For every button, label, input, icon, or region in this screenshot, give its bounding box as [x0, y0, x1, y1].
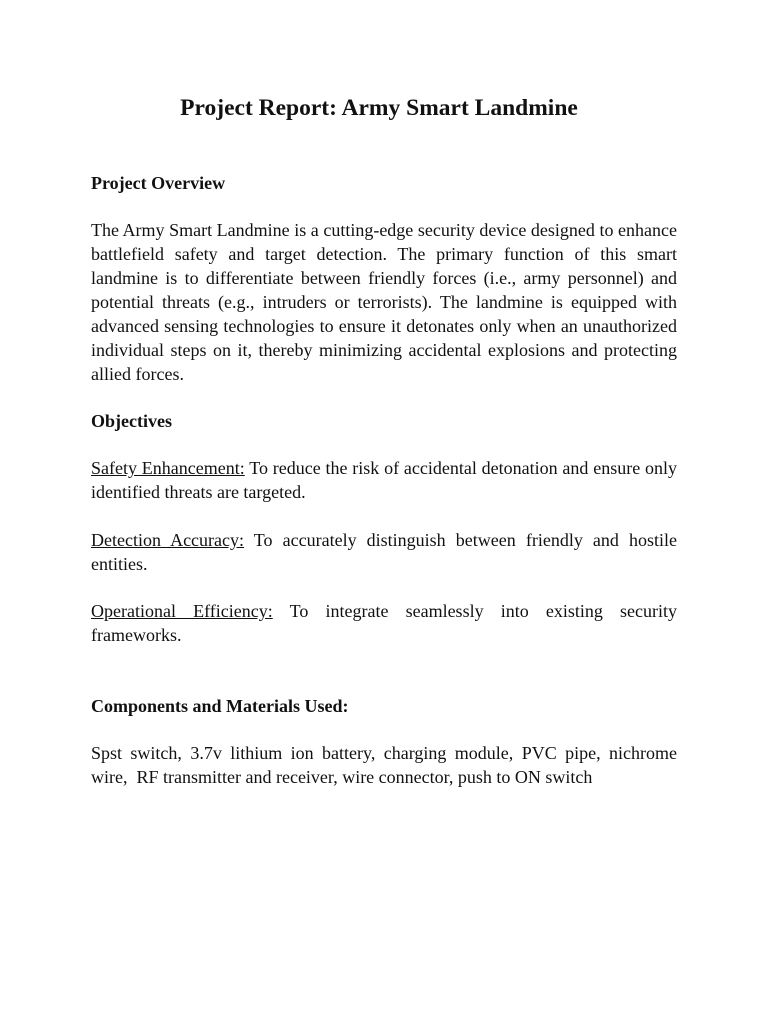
objective-text: To reduce the risk of accidental detonation and ensure only identified threats are targeted.	[91, 458, 677, 502]
objective-label: Detection Accuracy:	[91, 530, 245, 550]
objective-label: Safety Enhancement:	[91, 458, 245, 478]
objective-text: To integrate seamlessly into existing security frameworks.	[91, 601, 678, 645]
page-title: Project Report: Army Smart Landmine	[180, 95, 578, 121]
objective-item	[91, 528, 677, 576]
overview-paragraph: The Army Smart Landmine is a cutting-edge security device designed to enhance battlefield safety and target detection. The primary function of this smart landmine is to differentiate between friendly forces (i.e., army personnel) and potential threats (e.g., intruders or terrorists). The landmine is equipped with advanced sensing technologies to ensure it detonates only when an unauthorized individual steps on it, thereby minimizing accidental explosions and protecting allied forces.	[91, 220, 677, 384]
objective-item	[91, 599, 677, 647]
components-heading: Components and Materials Used:	[91, 696, 349, 716]
components-paragraph: Spst switch, 3.7v lithium ion battery, charging module, PVC pipe, nichrome wire, RF transmitter and receiver, wire connector, push to ON switch	[91, 743, 682, 787]
objective-text: To accurately distinguish between friendly and hostile entities.	[91, 530, 677, 574]
overview-heading: Project Overview	[91, 173, 226, 193]
objective-label: Operational Efficiency:	[91, 601, 273, 621]
objectives-heading: Objectives	[91, 411, 172, 431]
objective-item	[91, 456, 677, 504]
